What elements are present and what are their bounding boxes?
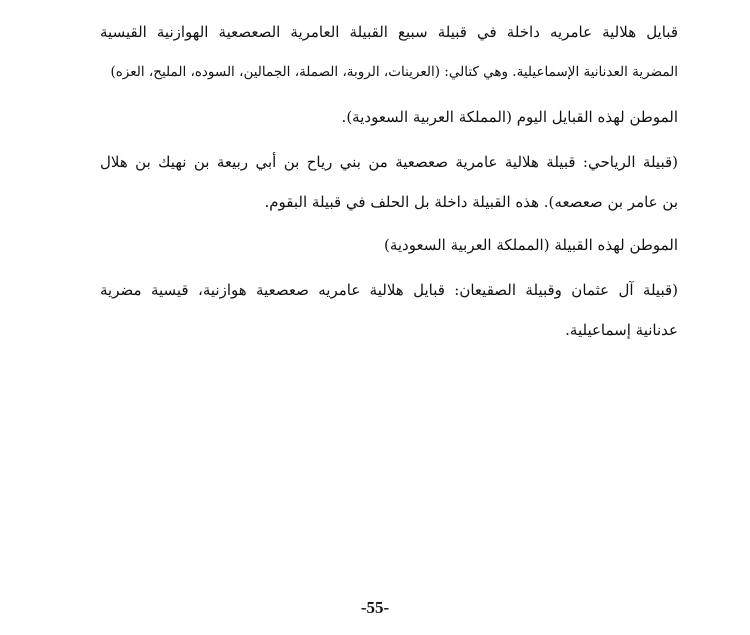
paragraph-line: قبايل هلالية عامريه داخلة في قبيلة سبيع القبيلة العامرية الصعصعية الهوازنية القيسية	[100, 23, 678, 41]
paragraph-line: بن عامر بن صعصعه). هذه القبيلة داخلة بل الحلف في قبيلة البقوم.	[264, 193, 678, 211]
paragraph-riyahi-tribe	[100, 142, 678, 222]
paragraph-line: (قبيلة الرياحي: قبيلة هلالية عامرية صعصعية من بني رياح بن أبي ربيعة بن نهيك بن هلال	[100, 153, 678, 171]
paragraph-line: الموطن لهذه القبيلة (المملكة العربية السعودية)	[383, 236, 678, 254]
paragraph-homeland-2	[100, 225, 678, 265]
paragraph-line: (قبيلة آل عثمان وقبيلة الصقيعان: قبايل هلالية عامريه صعصعية هوازنية، قيسية مضرية	[100, 281, 678, 299]
paragraph-line: الموطن لهذه القبايل اليوم (المملكة العربية السعودية).	[341, 108, 678, 126]
paragraph-line: المضرية العدنانية الإسماعيلية. وهي كتالي: (العرينات، الروبة، الصملة، الجمالين، السوده، المليح، العزه)	[110, 64, 678, 80]
paragraph-line: عدنانية إسماعيلية.	[565, 321, 678, 339]
paragraph-homeland-1	[100, 97, 678, 137]
page-number: -55-	[360, 598, 390, 617]
paragraph-al-uthman-tribe	[100, 270, 678, 350]
paragraph-tribes-intro	[100, 12, 678, 92]
